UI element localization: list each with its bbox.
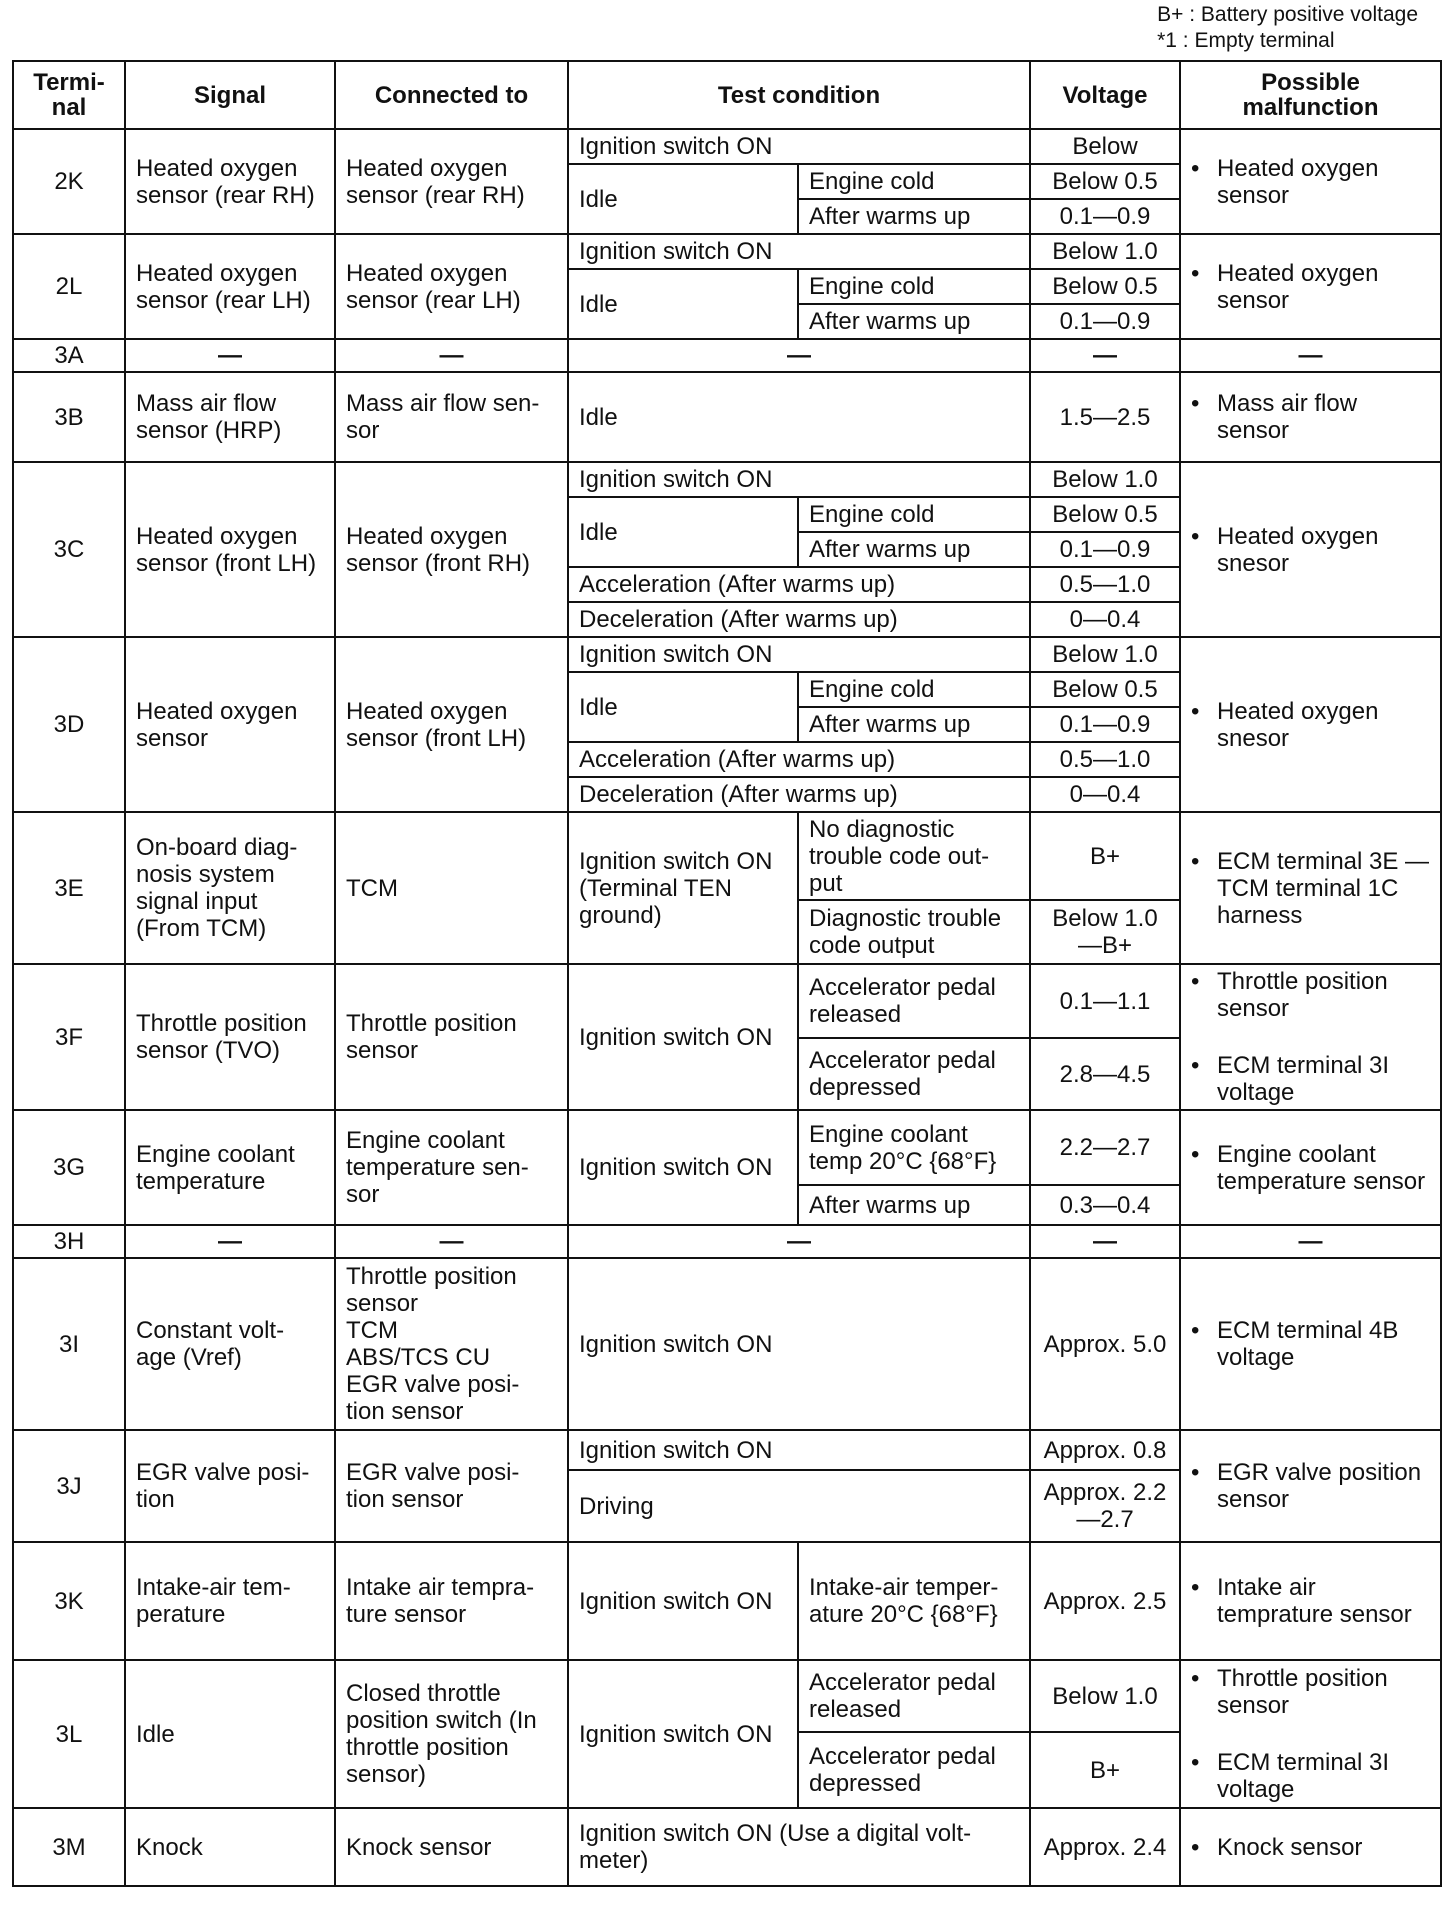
table-row	[13, 1258, 1441, 1430]
condition-cell: Idle	[568, 269, 798, 339]
voltage-cell: Below 0.5	[1030, 269, 1180, 304]
voltage-cell: 0.1—0.9	[1030, 532, 1180, 567]
table-row	[13, 129, 1441, 164]
legend-empty-terminal: *1 : Empty terminal	[1157, 29, 1335, 52]
condition-cell: Ignition switch ON	[568, 1660, 798, 1808]
terminal-cell: 3G	[13, 1110, 125, 1225]
table-row	[13, 1430, 1441, 1470]
empty-cell: —	[1030, 1225, 1180, 1258]
malfunction-cell: • Heated oxygen sensor	[1180, 234, 1441, 339]
sub-condition-cell: Engine cold	[798, 672, 1030, 707]
voltage-cell: 0.5—1.0	[1030, 567, 1180, 602]
signal-cell: Constant volt-age (Vref)	[125, 1258, 335, 1430]
header-malfunction: Possible malfunction	[1180, 61, 1441, 129]
voltage-cell: Below 1.0—B+	[1030, 900, 1180, 964]
terminal-cell: 2L	[13, 234, 125, 339]
voltage-cell: 1.5—2.5	[1030, 372, 1180, 462]
voltage-cell: Approx. 5.0	[1030, 1258, 1180, 1430]
signal-cell: EGR valve posi-tion	[125, 1430, 335, 1542]
malfunction-cell: • Throttle position sensor • ECM terminal 3I voltage	[1180, 964, 1441, 1110]
signal-cell: Intake-air tem-perature	[125, 1542, 335, 1660]
empty-cell: —	[125, 1225, 335, 1258]
malfunction-cell: • Intake air temprature sensor	[1180, 1542, 1441, 1660]
bullet-icon: •	[1191, 968, 1200, 995]
malfunction-cell: • Throttle position sensor • ECM terminal 3I voltage	[1180, 1660, 1441, 1808]
bullet-icon: •	[1191, 390, 1200, 417]
voltage-cell: 0.1—0.9	[1030, 199, 1180, 234]
connected-cell: Intake air tempra-ture sensor	[335, 1542, 568, 1660]
table-row	[13, 1808, 1441, 1886]
signal-cell: Idle	[125, 1660, 335, 1808]
terminal-cell: 3B	[13, 372, 125, 462]
voltage-cell: Below	[1030, 129, 1180, 164]
terminal-cell: 3H	[13, 1225, 125, 1258]
connected-item: ABS/TCS CU	[346, 1344, 491, 1371]
bullet-icon: •	[1191, 1459, 1200, 1486]
signal-cell: Heated oxygen sensor (rear RH)	[125, 129, 335, 234]
voltage-cell: 2.8—4.5	[1030, 1038, 1180, 1110]
voltage-cell: 0.1—0.9	[1030, 707, 1180, 742]
terminal-cell: 2K	[13, 129, 125, 234]
connected-cell: Heated oxygen sensor (rear LH)	[335, 234, 568, 339]
connected-cell: Closed throttle position switch (In throttle position sensor)	[335, 1660, 568, 1808]
bullet-icon: •	[1191, 522, 1200, 550]
bullet-icon: •	[1191, 1140, 1200, 1168]
voltage-cell: 2.2—2.7	[1030, 1110, 1180, 1185]
signal-cell: Heated oxygen sensor (front LH)	[125, 462, 335, 637]
condition-cell: Ignition switch ON	[568, 129, 1030, 164]
malfunction-cell: • Engine coolant temperature sensor	[1180, 1110, 1441, 1225]
empty-cell: —	[1180, 339, 1441, 372]
sub-condition-cell: Accelerator pedal depressed	[798, 1732, 1030, 1808]
table-row	[13, 1110, 1441, 1185]
signal-cell: Throttle position sensor (TVO)	[125, 964, 335, 1110]
condition-cell: Ignition switch ON	[568, 964, 798, 1110]
connected-cell: Heated oxygen sensor (front RH)	[335, 462, 568, 637]
sub-condition-cell: After warms up	[798, 304, 1030, 339]
malfunction-cell: • Knock sensor	[1180, 1808, 1441, 1886]
malfunction-cell: • Heated oxygen snesor	[1180, 637, 1441, 812]
signal-cell: Heated oxygen sensor	[125, 637, 335, 812]
sub-condition-cell: Engine coolant temp 20°C {68°F}	[798, 1110, 1030, 1185]
bullet-icon: •	[1191, 697, 1200, 725]
voltage-cell: 0.1—0.9	[1030, 304, 1180, 339]
sub-condition-cell: After warms up	[798, 1185, 1030, 1225]
condition-cell: Ignition switch ON	[568, 1430, 1030, 1470]
voltage-cell: Below 1.0	[1030, 462, 1180, 497]
signal-cell: Engine coolant temperature	[125, 1110, 335, 1225]
condition-cell: Acceleration (After warms up)	[568, 742, 1030, 777]
sub-condition-cell: Accelerator pedal released	[798, 964, 1030, 1038]
terminal-cell: 3F	[13, 964, 125, 1110]
sub-condition-cell: Accelerator pedal released	[798, 1660, 1030, 1732]
sub-condition-cell: Engine cold	[798, 164, 1030, 199]
condition-cell: Idle	[568, 672, 798, 742]
empty-cell: —	[568, 1225, 1030, 1258]
voltage-cell: 0.3—0.4	[1030, 1185, 1180, 1225]
condition-cell: Idle	[568, 372, 1030, 462]
condition-cell: Idle	[568, 164, 798, 234]
header-test-condition: Test condition	[568, 61, 1030, 129]
signal-cell: Mass air flow sensor (HRP)	[125, 372, 335, 462]
connected-item: EGR valve posi-tion sensor	[346, 1371, 520, 1425]
condition-cell: Deceleration (After warms up)	[568, 777, 1030, 812]
sub-condition-cell: After warms up	[798, 532, 1030, 567]
empty-cell: —	[1180, 1225, 1441, 1258]
sub-condition-cell: No diagnostic trouble code out-put	[798, 812, 1030, 900]
voltage-cell: Approx. 2.5	[1030, 1542, 1180, 1660]
voltage-cell: Approx. 0.8	[1030, 1430, 1180, 1470]
voltage-cell: 0.1—1.1	[1030, 964, 1180, 1038]
bullet-icon: •	[1191, 1665, 1200, 1692]
voltage-cell: Below 0.5	[1030, 164, 1180, 199]
empty-cell: —	[335, 1225, 568, 1258]
malfunction-cell: • Heated oxygen snesor	[1180, 462, 1441, 637]
connected-item: Throttle position sensor	[346, 1263, 517, 1317]
legend	[1157, 2, 1418, 54]
table-row	[13, 462, 1441, 497]
table-row	[13, 964, 1441, 1038]
sub-condition-cell: After warms up	[798, 199, 1030, 234]
connected-cell: Engine coolant temperature sen-sor	[335, 1110, 568, 1225]
signal-cell: On-board diag-nosis system signal input (From TCM)	[125, 812, 335, 964]
terminal-cell: 3I	[13, 1258, 125, 1430]
bullet-icon: •	[1191, 1749, 1200, 1776]
condition-cell: Acceleration (After warms up)	[568, 567, 1030, 602]
connected-cell: Heated oxygen sensor (rear RH)	[335, 129, 568, 234]
table-row	[13, 1542, 1441, 1660]
sub-condition-cell: Engine cold	[798, 497, 1030, 532]
header-voltage: Voltage	[1030, 61, 1180, 129]
table-row	[13, 1660, 1441, 1732]
sub-condition-cell: Engine cold	[798, 269, 1030, 304]
voltage-cell: B+	[1030, 812, 1180, 900]
connected-cell: Knock sensor	[335, 1808, 568, 1886]
bullet-icon: •	[1191, 1317, 1200, 1344]
sub-condition-cell: Accelerator pedal depressed	[798, 1038, 1030, 1110]
header-row	[13, 61, 1441, 129]
condition-cell: Ignition switch ON	[568, 1542, 798, 1660]
header-connected-to: Connected to	[335, 61, 568, 129]
malfunction-cell: • ECM terminal 3E — TCM terminal 1C harness	[1180, 812, 1441, 964]
connected-cell: TCM	[335, 812, 568, 964]
bullet-icon: •	[1191, 1574, 1200, 1601]
bullet-icon: •	[1191, 847, 1200, 875]
malfunction-cell: • Heated oxygen sensor	[1180, 129, 1441, 234]
condition-cell: Ignition switch ON	[568, 1110, 798, 1225]
condition-cell: Ignition switch ON	[568, 637, 1030, 672]
empty-cell: —	[568, 339, 1030, 372]
condition-cell: Ignition switch ON (Terminal TEN ground)	[568, 812, 798, 964]
condition-cell: Ignition switch ON	[568, 462, 1030, 497]
signal-cell: Heated oxygen sensor (rear LH)	[125, 234, 335, 339]
condition-cell: Ignition switch ON (Use a digital volt-meter)	[568, 1808, 1030, 1886]
legend-battery: B+ : Battery positive voltage	[1157, 3, 1418, 26]
sub-condition-cell: Intake-air temper-ature 20°C {68°F}	[798, 1542, 1030, 1660]
table-row	[13, 234, 1441, 269]
empty-cell: —	[1030, 339, 1180, 372]
empty-cell: —	[125, 339, 335, 372]
bullet-icon: •	[1191, 259, 1200, 287]
voltage-cell: B+	[1030, 1732, 1180, 1808]
sub-condition-cell: After warms up	[798, 707, 1030, 742]
voltage-cell: Below 0.5	[1030, 672, 1180, 707]
voltage-cell: Approx. 2.4	[1030, 1808, 1180, 1886]
bullet-icon: •	[1191, 1833, 1200, 1861]
malfunction-cell: • ECM terminal 4B voltage	[1180, 1258, 1441, 1430]
sub-condition-cell: Diagnostic trouble code output	[798, 900, 1030, 964]
terminal-cell: 3M	[13, 1808, 125, 1886]
connected-cell: EGR valve posi-tion sensor	[335, 1430, 568, 1542]
malfunction-cell: • Mass air flow sensor	[1180, 372, 1441, 462]
terminal-cell: 3C	[13, 462, 125, 637]
condition-cell: Driving	[568, 1470, 1030, 1542]
condition-cell: Deceleration (After warms up)	[568, 602, 1030, 637]
terminal-cell: 3D	[13, 637, 125, 812]
voltage-cell: 0—0.4	[1030, 777, 1180, 812]
terminal-cell: 3L	[13, 1660, 125, 1808]
connected-cell: Heated oxygen sensor (front LH)	[335, 637, 568, 812]
bullet-icon: •	[1191, 154, 1200, 182]
table-row	[13, 637, 1441, 672]
connected-cell: Throttle position sensor	[335, 964, 568, 1110]
voltage-cell: Below 1.0	[1030, 637, 1180, 672]
condition-cell: Ignition switch ON	[568, 234, 1030, 269]
voltage-cell: Below 1.0	[1030, 234, 1180, 269]
connected-cell: Mass air flow sen-sor	[335, 372, 568, 462]
connected-cell	[335, 1258, 568, 1430]
header-terminal: Termi- nal	[13, 61, 125, 129]
condition-cell: Ignition switch ON	[568, 1258, 1030, 1430]
voltage-cell: Below 0.5	[1030, 497, 1180, 532]
connected-item: TCM	[346, 1317, 398, 1344]
table-row	[13, 372, 1441, 462]
terminal-cell: 3K	[13, 1542, 125, 1660]
voltage-cell: 0—0.4	[1030, 602, 1180, 637]
condition-cell: Idle	[568, 497, 798, 567]
signal-cell: Knock	[125, 1808, 335, 1886]
voltage-cell: Approx. 2.2—2.7	[1030, 1470, 1180, 1542]
terminal-voltage-table	[12, 60, 1442, 1887]
malfunction-cell: • EGR valve position sensor	[1180, 1430, 1441, 1542]
terminal-cell: 3E	[13, 812, 125, 964]
bullet-icon: •	[1191, 1052, 1200, 1079]
empty-cell: —	[335, 339, 568, 372]
table-row	[13, 1225, 1441, 1258]
terminal-cell: 3A	[13, 339, 125, 372]
table-row	[13, 812, 1441, 900]
voltage-cell: Below 1.0	[1030, 1660, 1180, 1732]
voltage-cell: 0.5—1.0	[1030, 742, 1180, 777]
terminal-cell: 3J	[13, 1430, 125, 1542]
header-signal: Signal	[125, 61, 335, 129]
table-row	[13, 339, 1441, 372]
